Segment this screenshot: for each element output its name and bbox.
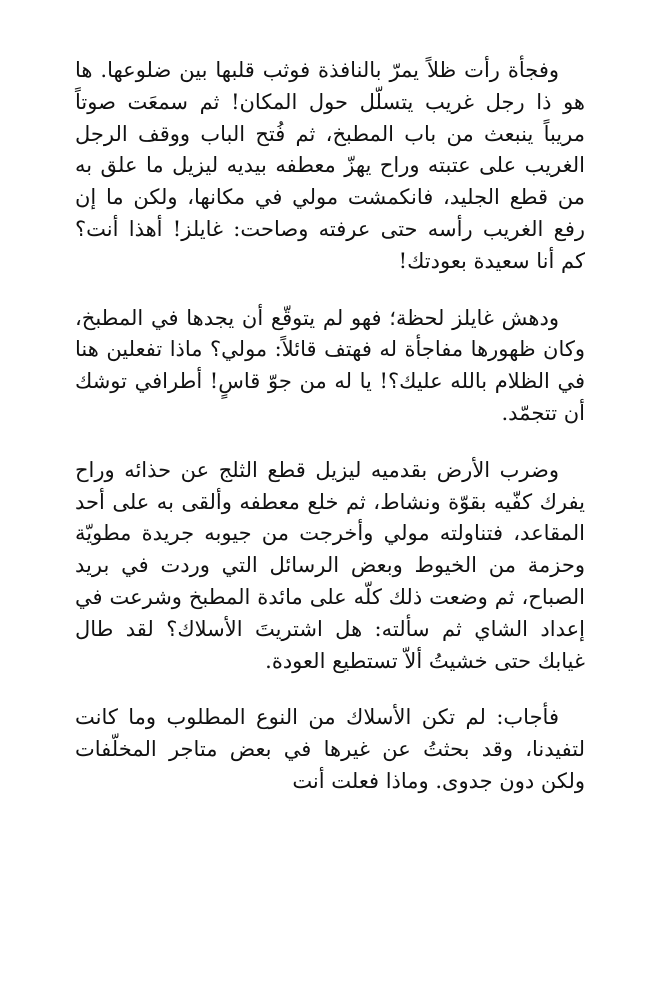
paragraph: ودهش غايلز لحظة؛ فهو لم يتوقّع أن يجدها في المطبخ، وكان ظهورها مفاجأة له فهتف قائلاً: مولي؟ ماذا تفعلين هنا في الظلام بالله عليك؟! يا له من جوّ قاسٍ! أطرافي توشك أن تتجمّد. — [75, 305, 585, 425]
paragraph: وفجأة رأت ظلاً يمرّ بالنافذة فوثب قلبها بين ضلوعها. ها هو ذا رجل غريب يتسلّل حول المكان! ثم سمعَت صوتاً مريباً ينبعث من باب المطبخ، ثم فُتح الباب ووقف الرجل الغريب على عتبته وراح يهزّ معطفه بيديه ليزيل ما علق به من قطع الجليد، فانكمشت مولي في مكانها، ولكن ما إن رفع الغريب رأسه حتى عرفته وصاحت: غايلز! أهذا أنت؟ كم أنا سعيدة بعودتك! — [75, 58, 585, 273]
paragraph: فأجاب: لم تكن الأسلاك من النوع المطلوب وما كانت لتفيدنا، وقد بحثتُ عن غيرها في بعض متاجر المخلّفات ولكن دون جدوى. وماذا فعلت أنت — [75, 705, 585, 793]
book-page — [75, 55, 585, 798]
paragraph: وضرب الأرض بقدميه ليزيل قطع الثلج عن حذائه وراح يفرك كفّيه بقوّة ونشاط، ثم خلع معطفه وألقى به على أحد المقاعد، فتناولته مولي وأخرجت من جيوبه جريدة مطويّة وحزمة من الخيوط وبعض الرسائل التي وردت في بريد الصباح، ثم وضعت ذلك كلّه على مائدة المطبخ وشرعت في إعداد الشاي ثم سألته: هل اشتريتَ الأسلاك؟ لقد طال غيابك حتى خشيتُ ألاّ تستطيع العودة. — [75, 457, 585, 673]
